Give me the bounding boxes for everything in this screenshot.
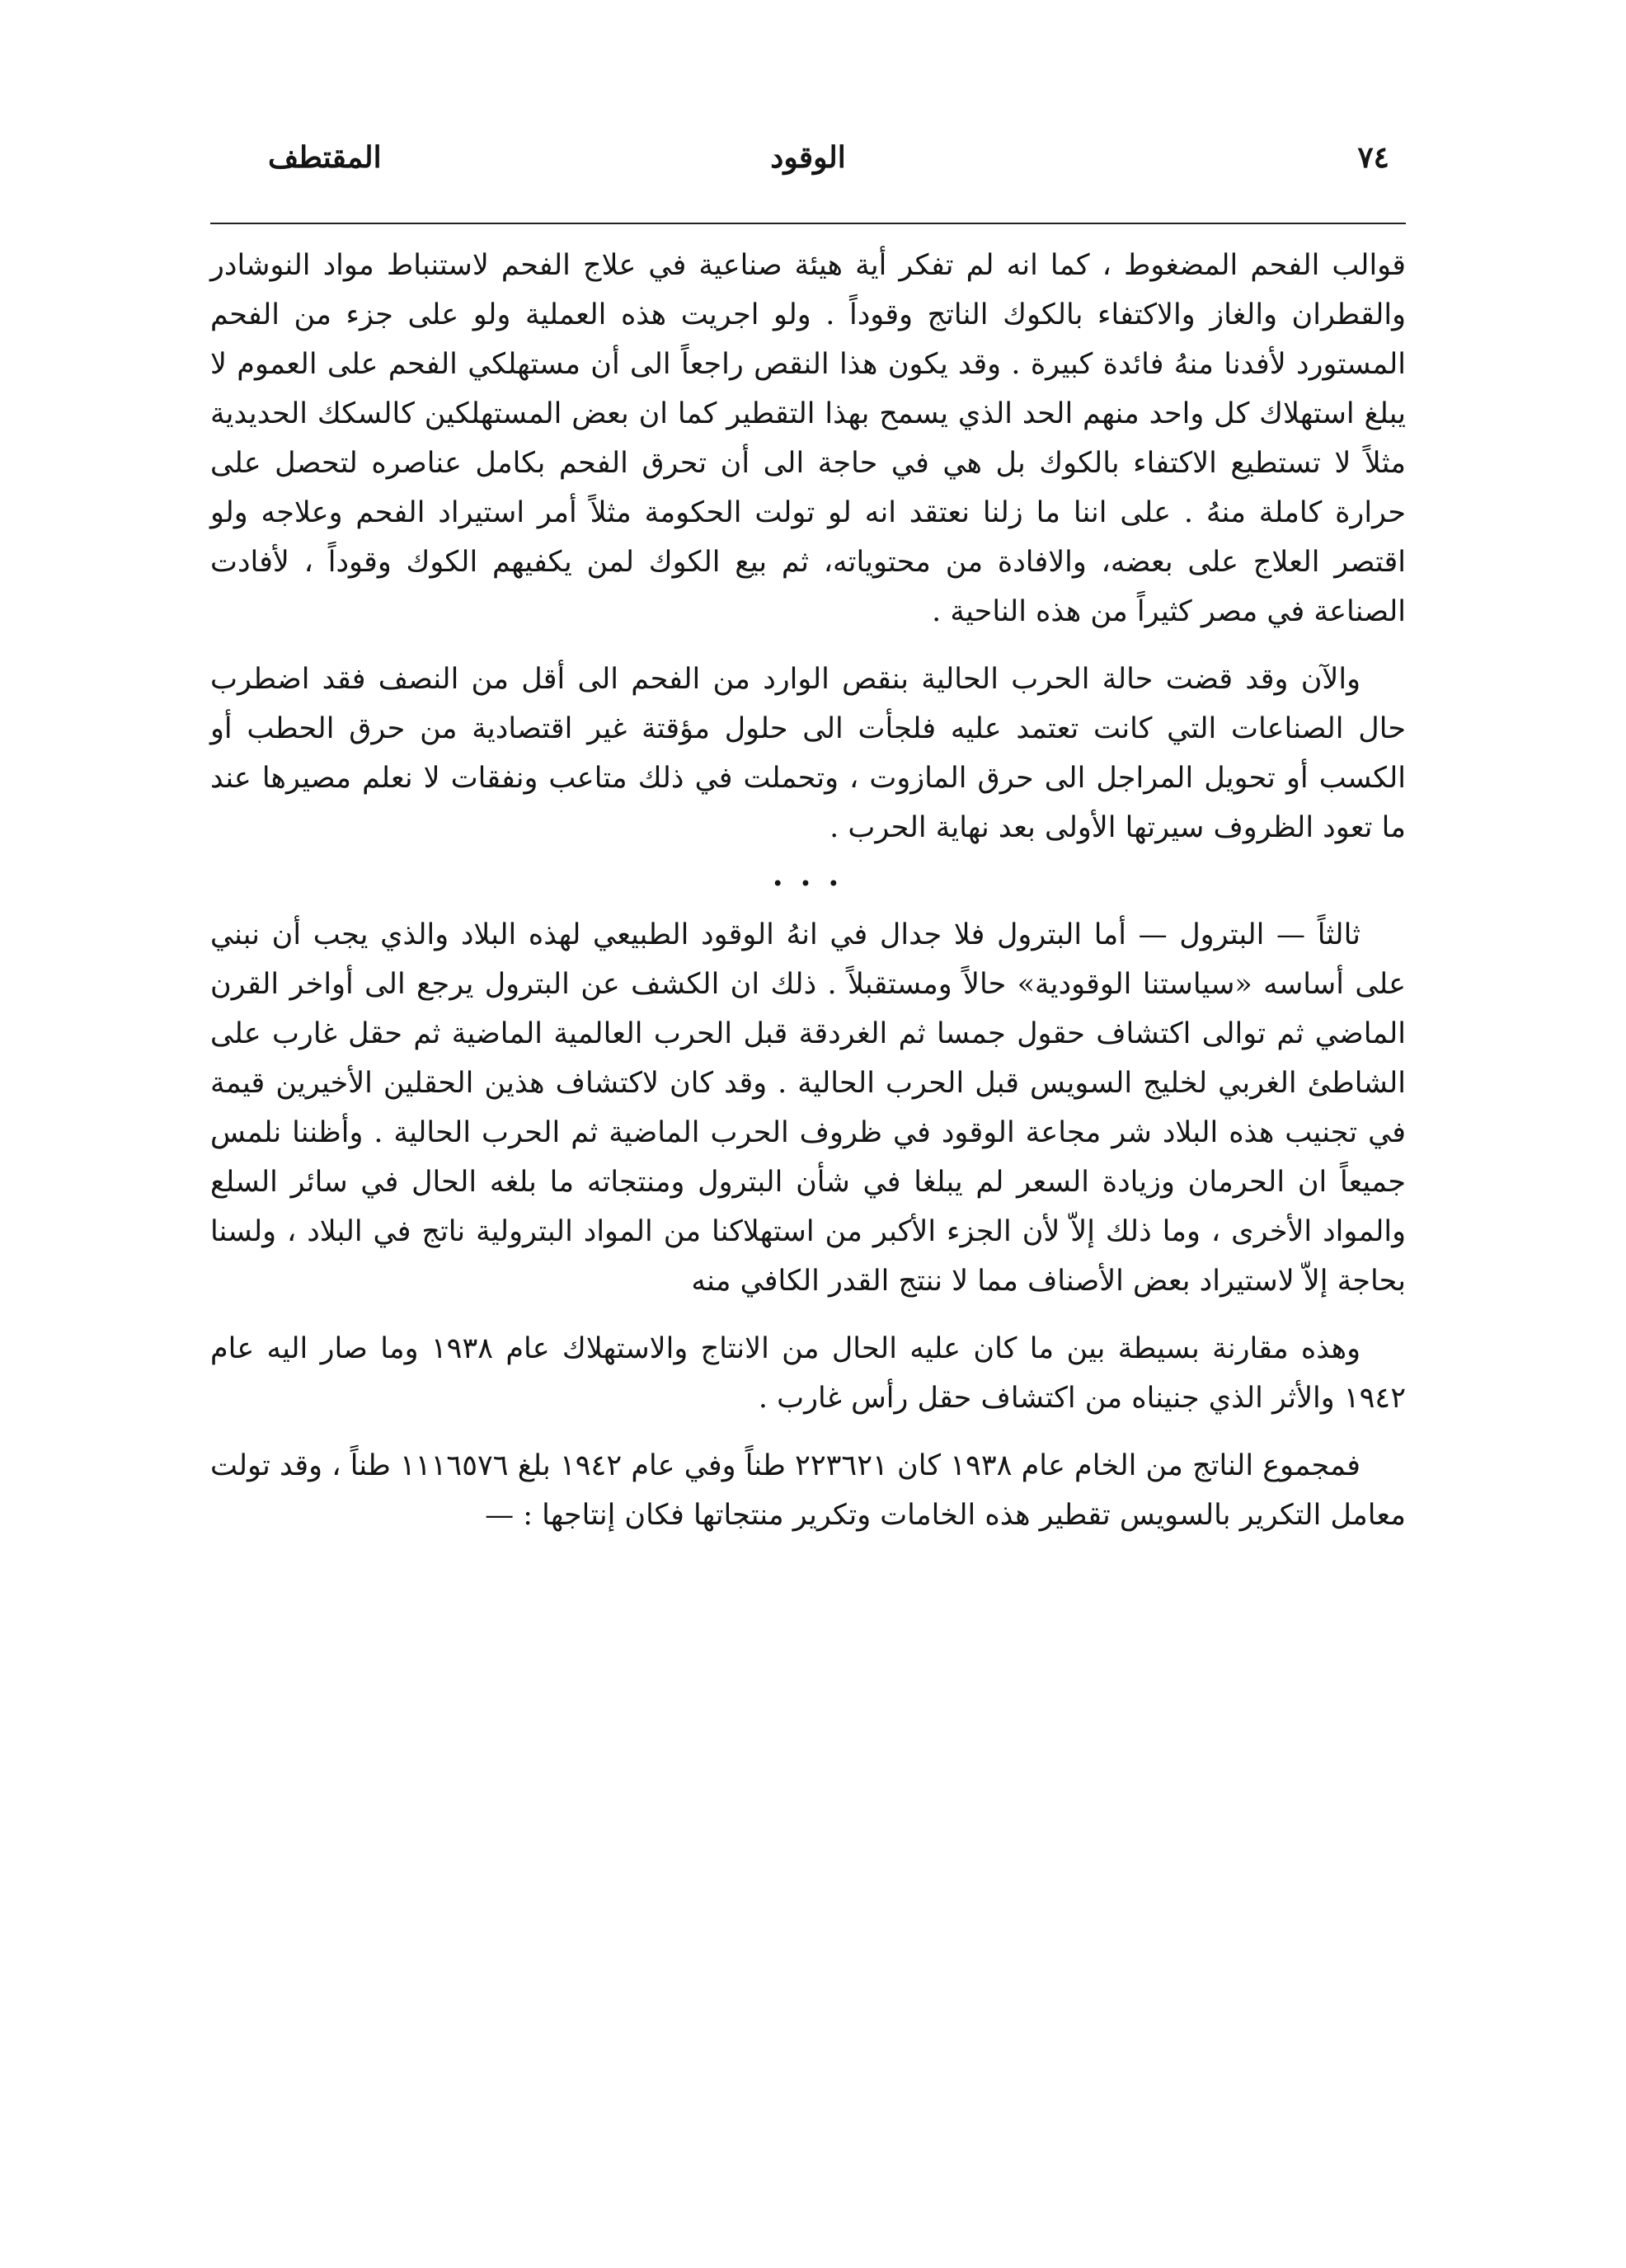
paragraph-comparison: وهذه مقارنة بسيطة بين ما كان عليه الحال من الانتاج والاستهلاك عام ١٩٣٨ وما صار اليه عام ١٩٤٢ والأثر الذي جنيناه من اكتشاف حقل رأس غارب . [210,1332,1406,1415]
page-number: ٧٤ [1357,140,1389,175]
journal-name: المقتطف [268,140,382,175]
paragraph-coal-treatment: قوالب الفحم المضغوط ، كما انه لم تفكر أية هيئة صناعية في علاج الفحم لاستنباط مواد النوشادر والقطران والغاز والاكتفاء بالكوك الناتج وقوداً . ولو اجريت هذه العملية ولو على جزء من الفحم المستورد لأفدنا منهُ فائدة كبيرة . وقد يكون هذا النقص راجعاً الى أن مستهلكي الفحم على العموم لا يبلغ استهلاك كل واحد منهم الحد الذي يسمح بهذا التقطير كما ان بعض المستهلكين كالسكك الحديدية مثلاً لا تستطيع الاكتفاء بالكوك بل هي في حاجة الى أن تحرق الفحم بكامل عناصره لتحصل على حرارة كاملة منهُ . على اننا ما زلنا نعتقد انه لو تولت الحكومة مثلاً أمر استيراد الفحم وعلاجه ولو اقتصر العلاج على بعضه، والافادة من محتوياته، ثم بيع الكوك لمن يكفيهم الكوك وقوداً ، لأفادت الصناعة في مصر كثيراً من هذه الناحية . [210,249,1406,628]
header-title: الوقود [770,140,846,175]
paragraph-war-shortage: والآن وقد قضت حالة الحرب الحالية بنقص الوارد من الفحم الى أقل من النصف فقد اضطرب حال الصناعات التي كانت تعتمد عليه فلجأت الى حلول مؤقتة غير اقتصادية من حرق الحطب أو الكسب أو تحويل المراجل الى حرق المازوت ، وتحملت في ذلك متاعب ونفقات لا نعلم مصيرها عند ما تعود الظروف سيرتها الأولى بعد نهاية الحرب . [210,663,1406,844]
header-rule [210,223,1406,224]
page [210,132,1406,2193]
paragraph-petroleum: ثالثاً — البترول — أما البترول فلا جدال في انهُ الوقود الطبيعي لهذه البلاد والذي يجب أن نبني على أساسه «سياستنا الوقودية» حالاً ومستقبلاً . ذلك ان الكشف عن البترول يرجع الى أواخر القرن الماضي ثم توالى اكتشاف حقول جمسا ثم الغردقة قبل الحرب العالمية الماضية ثم حقل غارب على الشاطئ الغربي لخليج السويس قبل الحرب الحالية . وقد كان لاكتشاف هذين الحقلين الأخيرين قيمة في تجنيب هذه البلاد شر مجاعة الوقود في ظروف الحرب الماضية ثم الحرب الحالية . وأظننا نلمس جميعاً ان الحرمان وزيادة السعر لم يبلغا في شأن البترول ومنتجاته ما بلغه الحال في سائر السلع والمواد الأخرى ، وما ذلك إلاّ لأن الجزء الأكبر من استهلاكنا من المواد البترولية ناتج في البلاد ، ولسنا بحاجة إلاّ لاستيراد بعض الأصناف مما لا ننتج القدر الكافي منه [210,918,1406,1298]
section-separator: • • • [772,872,844,895]
running-header [210,132,1406,194]
article-body [210,241,1406,1558]
paragraph-production: فمجموع الناتج من الخام عام ١٩٣٨ كان ٢٢٣٦٢١ طناً وفي عام ١٩٤٢ بلغ ١١١٦٥٧٦ طناً ، وقد تولت معامل التكرير بالسويس تقطير هذه الخامات وتكرير منتجاتها فكان إنتاجها : — [210,1449,1406,1532]
